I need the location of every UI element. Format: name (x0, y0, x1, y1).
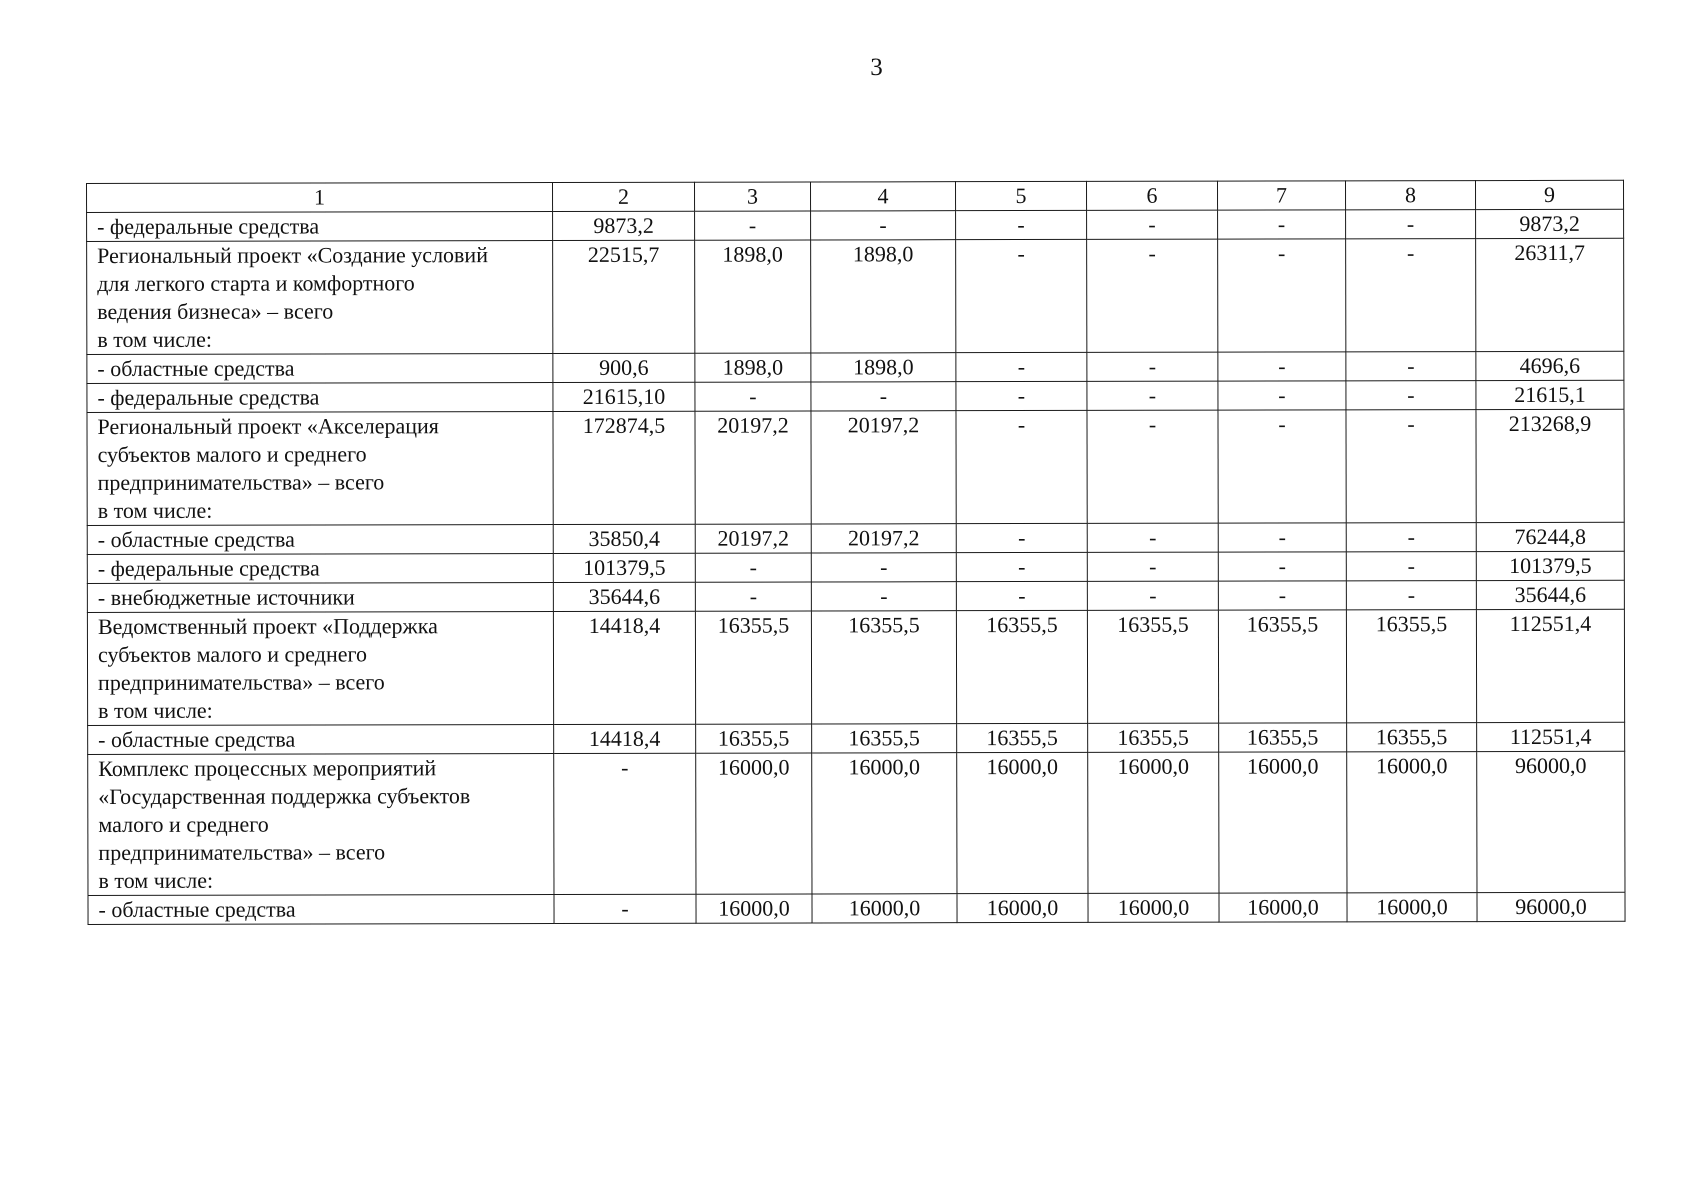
table-row (87, 380, 1624, 412)
value-cell: - (1346, 523, 1476, 552)
value-cell: - (956, 410, 1087, 523)
table-row (87, 409, 1624, 525)
value-cell: 16355,5 (1088, 723, 1219, 752)
column-header: 9 (1475, 180, 1623, 209)
value-cell: 16000,0 (957, 752, 1088, 893)
value-cell: 21615,1 (1476, 380, 1624, 409)
value-cell: 16355,5 (957, 723, 1088, 752)
value-cell: 213268,9 (1476, 409, 1624, 522)
value-cell: - (1087, 552, 1218, 581)
value-cell: 35850,4 (553, 524, 695, 553)
value-cell: - (1218, 581, 1346, 610)
table-row (87, 209, 1624, 241)
value-cell: 96000,0 (1477, 751, 1625, 892)
column-header: 6 (1086, 181, 1217, 210)
budget-table (86, 180, 1626, 925)
value-cell: 16000,0 (812, 753, 957, 894)
value-cell: 1898,0 (695, 353, 811, 382)
value-cell: - (1087, 581, 1218, 610)
value-cell: 112551,4 (1476, 609, 1624, 722)
value-cell: - (1218, 410, 1346, 523)
row-label: - областные средства (88, 895, 554, 925)
value-cell: 20197,2 (811, 524, 956, 553)
value-cell: - (956, 381, 1087, 410)
value-cell: - (1087, 210, 1218, 239)
value-cell: 101379,5 (553, 553, 695, 582)
value-cell: - (1087, 239, 1218, 352)
value-cell: - (1087, 381, 1218, 410)
value-cell: 1898,0 (811, 353, 956, 382)
table-row (87, 522, 1624, 554)
value-cell: 172874,5 (553, 411, 695, 524)
row-label: Комплекс процессных мероприятий «Государственная поддержка субъектов малого и среднего предпринимательства» – всего в том числе: (88, 754, 554, 896)
row-label: - областные средства (87, 354, 553, 384)
value-cell: - (1087, 352, 1218, 381)
table-row (88, 892, 1625, 924)
value-cell: 16355,5 (812, 724, 957, 753)
value-cell: - (956, 581, 1087, 610)
value-cell: 16000,0 (1088, 893, 1219, 922)
value-cell: 16000,0 (957, 893, 1088, 922)
value-cell: - (695, 582, 811, 611)
value-cell: - (1346, 410, 1476, 523)
value-cell: 16000,0 (696, 753, 812, 894)
value-cell: 26311,7 (1476, 238, 1624, 351)
value-cell: 101379,5 (1476, 551, 1624, 580)
value-cell: 16355,5 (956, 610, 1087, 723)
table-row (87, 351, 1624, 383)
value-cell: - (1346, 210, 1476, 239)
value-cell: - (695, 211, 811, 240)
value-cell: - (811, 553, 956, 582)
value-cell: 9873,2 (1476, 209, 1624, 238)
value-cell: 16355,5 (695, 611, 811, 724)
row-label: - областные средства (88, 725, 554, 755)
column-header: 1 (87, 183, 553, 213)
value-cell: 35644,6 (1476, 580, 1624, 609)
value-cell: 21615,10 (553, 382, 695, 411)
table-row (87, 238, 1624, 354)
value-cell: - (811, 211, 956, 240)
table-row (88, 751, 1625, 895)
table-header-row (87, 180, 1624, 212)
value-cell: 16355,5 (1087, 610, 1218, 723)
value-cell: 16355,5 (811, 611, 956, 724)
column-header: 4 (810, 182, 955, 211)
value-cell: - (1218, 523, 1346, 552)
value-cell: 9873,2 (553, 211, 695, 240)
value-cell: - (1087, 410, 1218, 523)
table-row (87, 580, 1624, 612)
value-cell: 20197,2 (695, 411, 811, 524)
value-cell: - (1346, 381, 1476, 410)
value-cell: 16000,0 (696, 894, 812, 923)
value-cell: 16000,0 (1088, 752, 1219, 893)
column-header: 3 (694, 182, 810, 211)
value-cell: 16355,5 (1219, 723, 1347, 752)
value-cell: 16000,0 (812, 894, 957, 923)
value-cell: - (956, 352, 1087, 381)
row-label: - областные средства (87, 525, 553, 555)
value-cell: - (1346, 552, 1476, 581)
value-cell: - (1218, 381, 1346, 410)
value-cell: 16355,5 (1347, 723, 1477, 752)
value-cell: 4696,6 (1476, 351, 1624, 380)
value-cell: - (1346, 239, 1476, 352)
row-label: - федеральные средства (87, 212, 553, 242)
value-cell: - (695, 553, 811, 582)
value-cell: 35644,6 (553, 582, 695, 611)
value-cell: - (1218, 239, 1346, 352)
value-cell: - (1346, 581, 1476, 610)
value-cell: 16000,0 (1347, 893, 1477, 922)
value-cell: 112551,4 (1477, 722, 1625, 751)
value-cell: - (956, 239, 1087, 352)
column-header: 2 (553, 182, 695, 211)
value-cell: - (811, 382, 956, 411)
value-cell: - (956, 552, 1087, 581)
value-cell: 76244,8 (1476, 522, 1624, 551)
value-cell: 900,6 (553, 353, 695, 382)
value-cell: 22515,7 (553, 240, 695, 353)
value-cell: 16355,5 (1218, 610, 1346, 723)
value-cell: 16355,5 (1346, 610, 1476, 723)
table-row (88, 722, 1625, 754)
value-cell: - (811, 582, 956, 611)
row-label: - федеральные средства (87, 554, 553, 584)
value-cell: 16000,0 (1347, 752, 1477, 893)
row-label: Ведомственный проект «Поддержка субъектов малого и среднего предпринимательства» – всего в том числе: (87, 612, 553, 726)
table-row (87, 609, 1624, 725)
row-label: - федеральные средства (87, 383, 553, 413)
value-cell: 14418,4 (554, 724, 696, 753)
value-cell: - (554, 894, 696, 923)
row-label: Региональный проект «Акселерация субъектов малого и среднего предпринимательства» – всего в том числе: (87, 412, 553, 526)
column-header: 7 (1217, 181, 1345, 210)
budget-table-container (86, 180, 1625, 925)
value-cell: - (1218, 210, 1346, 239)
value-cell: - (1087, 523, 1218, 552)
row-label: Региональный проект «Создание условий для легкого старта и комфортного ведения бизнеса» – всего в том числе: (87, 241, 553, 355)
value-cell: 1898,0 (695, 240, 811, 353)
value-cell: 16000,0 (1219, 752, 1347, 893)
value-cell: 16000,0 (1219, 893, 1347, 922)
value-cell: - (956, 210, 1087, 239)
column-header: 8 (1345, 181, 1475, 210)
value-cell: - (554, 753, 696, 894)
value-cell: - (1218, 552, 1346, 581)
value-cell: - (956, 523, 1087, 552)
value-cell: 1898,0 (811, 240, 956, 353)
column-header: 5 (955, 181, 1086, 210)
value-cell: - (695, 382, 811, 411)
value-cell: 20197,2 (695, 524, 811, 553)
value-cell: - (1346, 352, 1476, 381)
table-row (87, 551, 1624, 583)
value-cell: 96000,0 (1477, 892, 1625, 921)
value-cell: 14418,4 (553, 611, 695, 724)
row-label: - внебюджетные источники (87, 583, 553, 613)
value-cell: - (1218, 352, 1346, 381)
page-number: 3 (870, 54, 883, 81)
value-cell: 20197,2 (811, 411, 956, 524)
value-cell: 16355,5 (696, 724, 812, 753)
